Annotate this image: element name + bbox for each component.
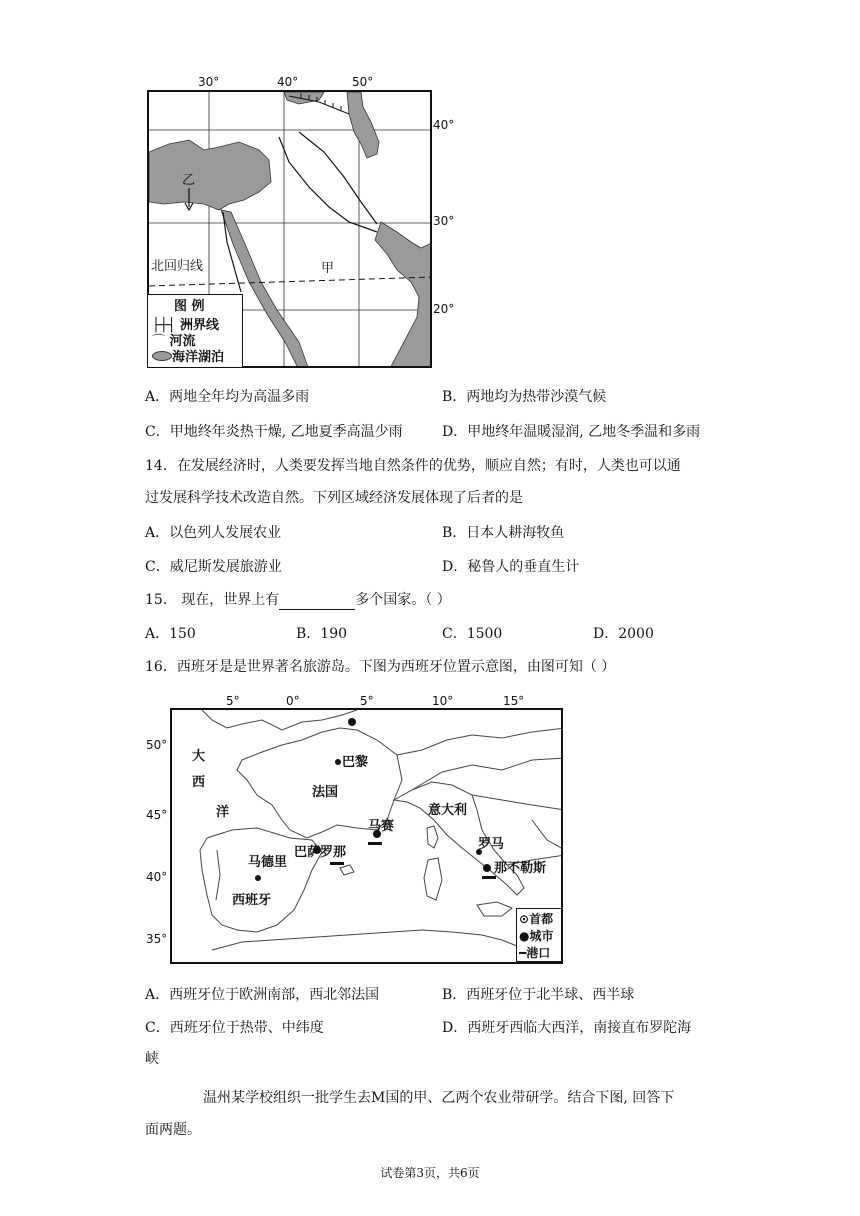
city-label-barcelona: 巴萨罗那: [294, 845, 347, 860]
q13-option-c[interactable]: C．甲地终年炎热干燥, 乙地夏季高温少雨: [145, 424, 403, 440]
port-icon: ━: [519, 946, 527, 960]
europe-map-drawing: [172, 710, 563, 964]
map1-lat-label: 40°: [433, 118, 455, 132]
legend-item: 首都: [529, 912, 554, 926]
map2-lon-label: 0°: [286, 694, 300, 708]
ellipse-icon: [152, 351, 172, 361]
q15-option-b[interactable]: B．190: [296, 626, 348, 642]
country-label-italy: 意大利: [428, 803, 468, 818]
country-label-spain: 西班牙: [232, 893, 272, 908]
map1-lat-label: 30°: [433, 214, 455, 228]
city-label-marseille: 马赛: [368, 819, 395, 834]
legend-capital: [519, 912, 553, 926]
river-legend: ⌒ 河流: [152, 334, 196, 349]
passage-line2: 面两题。: [145, 1122, 201, 1138]
q14-option-c[interactable]: C．威尼斯发展旅游业: [145, 559, 282, 575]
map1-legend: [147, 294, 243, 368]
q14-option-b[interactable]: B．日本人耕海牧鱼: [442, 525, 565, 541]
country-label-france: 法国: [312, 785, 339, 800]
ocean-label: 洋: [216, 805, 230, 820]
map1-lat-label: 20°: [433, 302, 455, 316]
map2-lat-label: 40°: [146, 870, 168, 884]
legend-item: 洲界线: [180, 318, 220, 333]
place-jia-label: 甲: [321, 261, 335, 276]
q14-stem-line2: 过发展科学技术改造自然。下列区域经济发展体现了后者的是: [145, 490, 523, 506]
tropic-of-cancer-label: 北回归线: [151, 259, 204, 274]
page-footer: 试卷第3页，共6页: [380, 1166, 480, 1180]
legend-item: 海洋湖泊: [172, 350, 225, 365]
q16-option-c[interactable]: C．西班牙位于热带、中纬度: [145, 1020, 324, 1036]
q15-suffix: 多个国家。（ ）: [355, 592, 451, 608]
q15-prefix: 15． 现在，世界上有: [145, 592, 280, 608]
legend-title: 图 例: [174, 299, 205, 314]
q13-option-d[interactable]: D．甲地终年温暖湿润, 乙地冬季温和多雨: [442, 424, 701, 440]
map1-lon-label: 30°: [198, 75, 220, 89]
q16-option-d-continued: 峡: [145, 1051, 159, 1067]
legend-item: 城市: [529, 929, 554, 943]
q15-option-a[interactable]: A．150: [145, 626, 196, 642]
map2-lon-label: 5°: [226, 694, 240, 708]
q16-option-b[interactable]: B．西班牙位于北半球、西半球: [442, 987, 635, 1003]
map2-legend: [516, 908, 562, 962]
map2-lat-label: 35°: [146, 932, 168, 946]
q16-option-a[interactable]: A．西班牙位于欧洲南部，西北邻法国: [145, 987, 380, 1003]
place-yi-label: 乙: [182, 173, 196, 188]
map2-lat-label: 45°: [146, 808, 168, 822]
q14-option-a[interactable]: A．以色列人发展农业: [145, 525, 282, 541]
map1-lon-label: 40°: [277, 75, 299, 89]
legend-item: 河流: [169, 334, 196, 349]
ocean-label: 西: [192, 775, 206, 790]
q14-stem-line1: 14．在发展经济时，人类要发挥当地自然条件的优势，顺应自然；有时，人类也可以通: [145, 458, 681, 474]
q13-option-a[interactable]: A．两地全年均为高温多雨: [145, 389, 310, 405]
city-label-madrid: 马德里: [248, 855, 288, 870]
q13-option-b[interactable]: B．两地均为热带沙漠气候: [442, 389, 607, 405]
q15-option-c[interactable]: C．1500: [442, 626, 503, 642]
q16-stem: 16．西班牙是是世界著名旅游岛。下图为西班牙位置示意图，由图可知（ ）: [145, 659, 616, 675]
legend-item: 港口: [526, 946, 551, 960]
q15-option-d[interactable]: D．2000: [593, 626, 654, 642]
map2-lat-label: 50°: [146, 738, 168, 752]
city-label-naples: 那不勒斯: [494, 861, 547, 876]
map2-lon-label: 10°: [432, 694, 454, 708]
q14-option-d[interactable]: D．秘鲁人的垂直生计: [442, 559, 580, 575]
map2-lon-label: 15°: [503, 694, 525, 708]
legend-city: [519, 929, 554, 943]
q15-stem: [145, 590, 451, 610]
continent-boundary-legend: ├┼┤ 洲界线: [152, 318, 220, 333]
capital-icon: ⊙: [519, 912, 530, 926]
ocean-label: 大: [192, 749, 206, 764]
q15-blank[interactable]: [279, 595, 355, 610]
europe-map: [170, 708, 563, 964]
city-label-rome: 罗马: [478, 837, 505, 852]
passage-line1: 温州某学校组织一批学生去M国的甲、乙两个农业带研学。结合下图, 回答下: [203, 1090, 675, 1106]
sea-lake-legend: [152, 351, 224, 365]
map2-lon-label: 5°: [360, 694, 374, 708]
city-label-paris: 巴黎: [342, 755, 369, 770]
q16-option-d[interactable]: D．西班牙西临大西洋，南接直布罗陀海: [442, 1020, 692, 1036]
map1-lon-label: 50°: [352, 75, 374, 89]
city-icon: ●: [519, 929, 530, 943]
legend-port: [519, 946, 550, 960]
